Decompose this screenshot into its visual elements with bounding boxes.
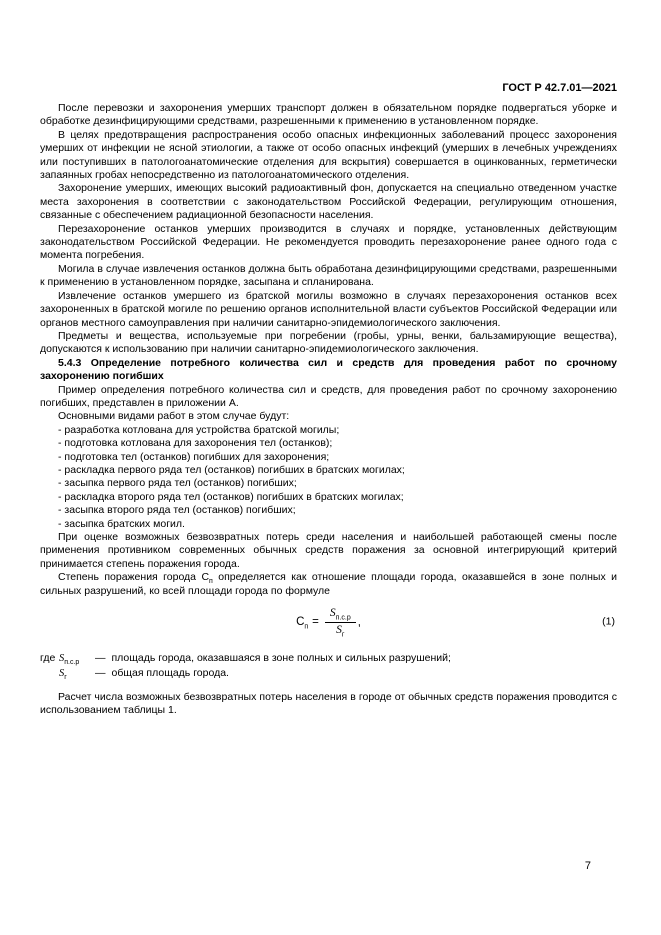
paragraph-degree-part1: Степень поражения города [58,571,202,584]
list-item: - засыпка братских могил. [58,517,185,530]
paragraph-items: Предметы и вещества, используемые при погребении (гробы, урны, венки, бальзамирующие вещества), допускаются к использованию при наличии санитарно-эпидемиологического заключения. [40,329,617,356]
paragraph-calc: Расчет числа возможных безвозвратных потерь населения в городе от обычных средств поражения проводится с использованием таблицы 1. [40,690,617,717]
paragraph-list-intro: Основными видами работ в этом случае будут: [58,410,290,423]
list-item: - разработка котлована для устройства братской могилы; [58,423,340,436]
list-item: - засыпка второго ряда тел (останков) погибших; [58,504,296,517]
paragraph-infections: В целях предотвращения распространения особо опасных инфекционных заболеваний процесс захоронения умерших от инфекции не ясной этиологии, а также от особо опасных инфекций (умерших в лечебных учреждениях или поступивших в патологоанатомические отделения для вскрытия) совершается в оцинкованных, герметически запаянных гробах непосредственно из патологоанатомического отделения. [40,128,617,182]
where-dash: — [95,666,106,679]
where-block [40,651,617,681]
where-label: где [40,651,56,664]
list-item: - подготовка тел (останков) погибших для захоронения; [58,450,330,463]
fraction-numerator: $S_{п.с.р}$ [325,607,356,623]
document-header [40,82,617,94]
where-symbol-2: $S_г$ [59,667,67,681]
list-item: - подготовка котлована для захоронения тел (останков); [58,437,333,450]
formula-1 [296,607,361,638]
list-item: - раскладка первого ряда тел (останков) погибших в братских могилах; [58,463,405,476]
paragraph-losses: При оценке возможных безвозвратных потерь среди населения и наибольшей работающей смены после применения противником современных обычных средств поражения за основной интегрирующий критерий принимается степень поражения города. [40,531,617,570]
fraction [325,607,356,638]
doc-number: ГОСТ Р 42.7.01—2021 [502,82,617,94]
fraction-denominator: $S_г$ [336,623,345,639]
section-heading-5-4-3: 5.4.3 Определение потребного количества сил и средств для проведения работ по срочному захоронению погибших [40,356,617,383]
paragraph-example: Пример определения потребного количества сил и средств, для проведения работ по срочному захоронению погибших, представлен в приложении А. [40,383,617,409]
where-dash: — [95,651,106,664]
where-symbol-1: $S_{п.с.р}$ [59,652,80,666]
degree-symbol: $С_п$ [201,571,213,586]
paragraph-transport: После перевозки и захоронения умерших транспорт должен в обязательном порядке подвергаться уборке и обработке дезинфицирующими средствами, разрешенными к применению в установленном порядке. [40,102,617,128]
formula-lhs: $С_п$ [296,616,309,631]
document-body [40,102,617,717]
list-item: - раскладка второго ряда тел (останков) погибших в братских могилах; [58,490,404,503]
equals-sign: = [312,616,319,629]
where-line-1 [40,651,617,666]
paragraph-grave: Могила в случае извлечения останков должна быть обработана дезинфицирующими средствами, разрешенными к применению в установленном порядке, засыпана и спланирована. [40,262,617,289]
where-desc-2: общая площадь города. [111,666,229,679]
paragraph-degree-part2: определяется как отношение площади города, оказавшейся в зоне полных и сильных разрушений, ко всей площади города по формуле [40,571,617,597]
paragraph-extraction: Извлечение останков умершего из братской могилы возможно в случаях перезахоронения останков всех захороненных в братской могиле по решению органов исполнительной власти субъектов Российской Федерации или органов местного самоуправления при наличии санитарно-эпидемиологического заключения. [40,289,617,329]
paragraph-degree [40,571,617,598]
list-item: - засыпка первого ряда тел (останков) погибших; [58,477,297,490]
formula-block [40,607,617,638]
paragraph-reburial: Перезахоронение останков умерших производится в случаях и порядке, установленных действующим законодательством Российской Федерации. Не рекомендуется проводить перезахоронение ранее одного года с момента погребения. [40,222,617,262]
where-line-2 [40,666,617,681]
formula-number: (1) [602,616,615,629]
formula-comma: , [357,616,361,629]
page-number: 7 [584,860,591,872]
where-desc-1: площадь города, оказавшаяся в зоне полных и сильных разрушений; [111,651,451,664]
paragraph-radioactive: Захоронение умерших, имеющих высокий радиоактивный фон, допускается на специально отведенном участке места захоронения в соответствии с законодательством Российской Федерации, регулирующим отношения, связанные с обеспечением радиационной безопасности населения. [40,182,617,222]
